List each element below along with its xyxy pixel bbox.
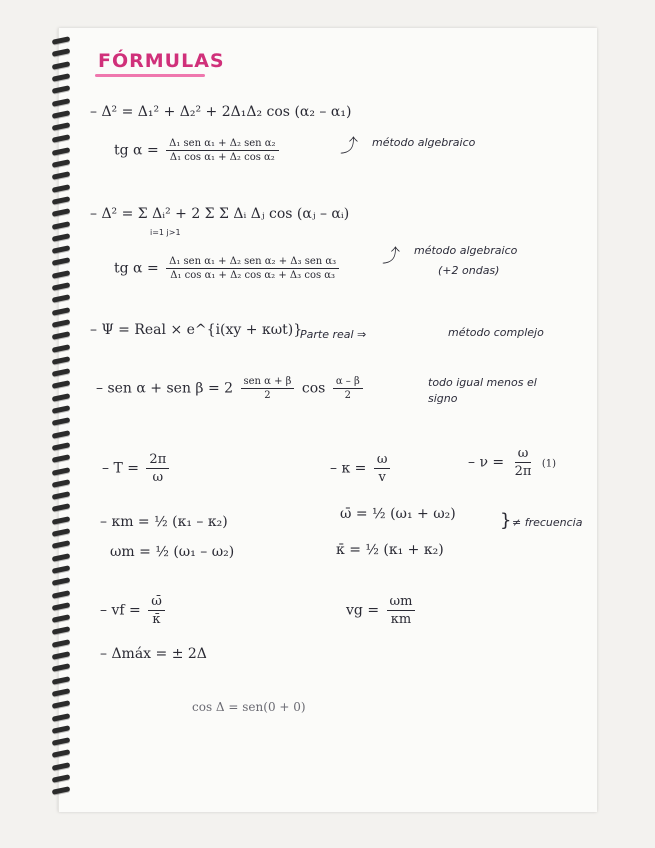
spiral-ring (52, 614, 71, 623)
formula-lhs: – sen α + sen β = 2 (96, 380, 234, 397)
spiral-ring (52, 516, 71, 525)
spiral-ring (52, 110, 71, 119)
spiral-ring (52, 786, 71, 795)
spiral-ring (52, 159, 71, 168)
spiral-ring (52, 540, 71, 549)
spiral-ring (52, 147, 71, 156)
note-more-waves: (+2 ondas) (438, 264, 500, 277)
formula-lhs: – ν = (468, 454, 505, 471)
spiral-ring (52, 393, 71, 402)
fraction-numerator: 2π (146, 452, 169, 469)
formula-complex-wave: – Ψ = Real × e^{i(xy + κωt)} (90, 322, 303, 338)
curved-arrow-icon: ⤴ (382, 246, 400, 267)
spiral-ring (52, 61, 71, 70)
spiral-ring (52, 774, 71, 783)
fraction-denominator: v (378, 470, 386, 485)
cos-operator: cos (301, 380, 326, 397)
spiral-ring (52, 36, 71, 45)
spiral-ring (52, 294, 71, 303)
spiral-ring (52, 528, 71, 537)
formula-lhs: tg α = (114, 142, 159, 159)
spiral-ring (52, 208, 71, 217)
note-algebraic-method: método algebraico (372, 136, 476, 149)
spiral-ring (52, 85, 71, 94)
spiral-ring (52, 651, 71, 660)
fraction-numerator: Δ₁ sen α₁ + Δ₂ sen α₂ (166, 138, 278, 151)
spiral-ring (52, 282, 71, 291)
spiral-ring (52, 590, 71, 599)
formula-lhs: – vf = (100, 602, 141, 619)
fraction-numerator: ω (374, 452, 391, 469)
spiral-ring (52, 467, 71, 476)
spiral-ring (52, 417, 71, 426)
spiral-ring (52, 504, 71, 513)
note-same-except-sign: todo igual menos el (428, 376, 537, 389)
spiral-ring (52, 122, 71, 131)
spiral-ring (52, 725, 71, 734)
curved-arrow-icon: ⤴ (340, 136, 358, 157)
note-algebraic-method: método algebraico (414, 244, 518, 257)
formula-phase-velocity (100, 594, 168, 627)
formula-lhs: – T = (102, 460, 139, 477)
fraction-denominator: κ̄ (152, 612, 161, 627)
spiral-ring (52, 98, 71, 107)
formula-amplitude-n-waves: – Δ² = Σ Δᵢ² + 2 Σ Σ Δᵢ Δⱼ cos (αⱼ – αᵢ) (90, 206, 350, 222)
formula-group-velocity (346, 594, 418, 627)
spiral-ring (52, 454, 71, 463)
note-not-frequency: ≠ frecuencia (512, 516, 583, 529)
spiral-ring (52, 196, 71, 205)
formula-period (102, 452, 172, 485)
fraction-denominator: ω (152, 470, 164, 485)
spiral-ring (52, 491, 71, 500)
spiral-ring (52, 319, 71, 328)
fraction-numerator: α – β (333, 376, 363, 389)
spiral-ring (52, 270, 71, 279)
spiral-ring (52, 565, 71, 574)
formula-lhs: – κ = (330, 460, 367, 477)
spiral-ring (52, 258, 71, 267)
spiral-ring (52, 368, 71, 377)
spiral-ring (52, 688, 71, 697)
formula-mean-angular-frequency: ω̄ = ½ (ω₁ + ω₂) (340, 506, 456, 522)
spiral-ring (52, 663, 71, 672)
spiral-ring (52, 553, 71, 562)
note-complex-method: método complejo (448, 326, 544, 339)
formula-reference: (1) (541, 458, 557, 470)
spiral-ring (52, 577, 71, 586)
fraction-denominator: 2 (344, 390, 351, 401)
fraction-numerator: ω (515, 446, 532, 463)
formula-mean-wavenumber: κ̄ = ½ (κ₁ + κ₂) (336, 542, 444, 558)
formula-lhs: vg = (346, 602, 380, 619)
spiral-ring (52, 381, 71, 390)
fraction-denominator: 2 (264, 390, 271, 401)
fraction-denominator: Δ₁ cos α₁ + Δ₂ cos α₂ + Δ₃ cos α₃ (170, 270, 336, 281)
spiral-ring (52, 602, 71, 611)
formula-max-amplitude: – Δmáx = ± 2Δ (100, 646, 207, 662)
formula-sum-of-sines (96, 376, 366, 401)
summation-limits: i=1 j>1 (150, 228, 181, 237)
fraction-numerator: Δ₁ sen α₁ + Δ₂ sen α₂ + Δ₃ sen α₃ (166, 256, 339, 269)
formula-amplitude-two-waves: – Δ² = Δ₁² + Δ₂² + 2Δ₁Δ₂ cos (α₂ – α₁) (90, 104, 352, 120)
spiral-ring (52, 676, 71, 685)
fraction-denominator: κm (390, 612, 412, 627)
fraction-numerator: ω̄ (148, 594, 165, 611)
formula-phase-n-waves (114, 256, 342, 281)
bracket-arrow-icon: } (500, 510, 512, 531)
note-real-part: Parte real ⇒ (300, 328, 367, 341)
spiral-ring (52, 405, 71, 414)
spiral-ring (52, 639, 71, 648)
spiral-ring (52, 479, 71, 488)
fraction-numerator: ωm (387, 594, 416, 611)
formula-phase-two-waves (114, 138, 282, 163)
spiral-ring (52, 627, 71, 636)
spiral-ring (52, 73, 71, 82)
fraction-denominator: Δ₁ cos α₁ + Δ₂ cos α₂ (169, 152, 275, 163)
spiral-ring (52, 221, 71, 230)
note-sign: signo (428, 392, 458, 405)
page-title: FÓRMULAS (98, 50, 225, 72)
fraction-numerator: sen α + β (241, 376, 295, 389)
formula-modulation-wavenumber: – κm = ½ (κ₁ – κ₂) (100, 514, 228, 530)
formula-frequency (468, 446, 556, 479)
formula-modulation-angular-frequency: ωm = ½ (ω₁ – ω₂) (110, 544, 235, 560)
formula-faint-cos: cos Δ = sen(0 + 0) (192, 700, 306, 714)
formula-wavenumber (330, 452, 393, 485)
spiral-ring (52, 171, 71, 180)
spiral-ring (52, 307, 71, 316)
spiral-ring (52, 762, 71, 771)
spiral-ring (52, 700, 71, 709)
spiral-ring (52, 737, 71, 746)
title-highlight (95, 74, 205, 77)
spiral-ring (52, 356, 71, 365)
spiral-ring (52, 48, 71, 57)
spiral-ring (52, 331, 71, 340)
fraction-denominator: 2π (514, 464, 532, 479)
spiral-ring (52, 245, 71, 254)
formula-lhs: tg α = (114, 260, 159, 277)
spiral-ring (52, 750, 71, 759)
spiral-ring (52, 233, 71, 242)
spiral-ring (52, 135, 71, 144)
spiral-ring (52, 430, 71, 439)
spiral-ring (52, 184, 71, 193)
spiral-ring (52, 442, 71, 451)
spiral-ring (52, 713, 71, 722)
spiral-binding (52, 38, 74, 808)
spiral-ring (52, 344, 71, 353)
